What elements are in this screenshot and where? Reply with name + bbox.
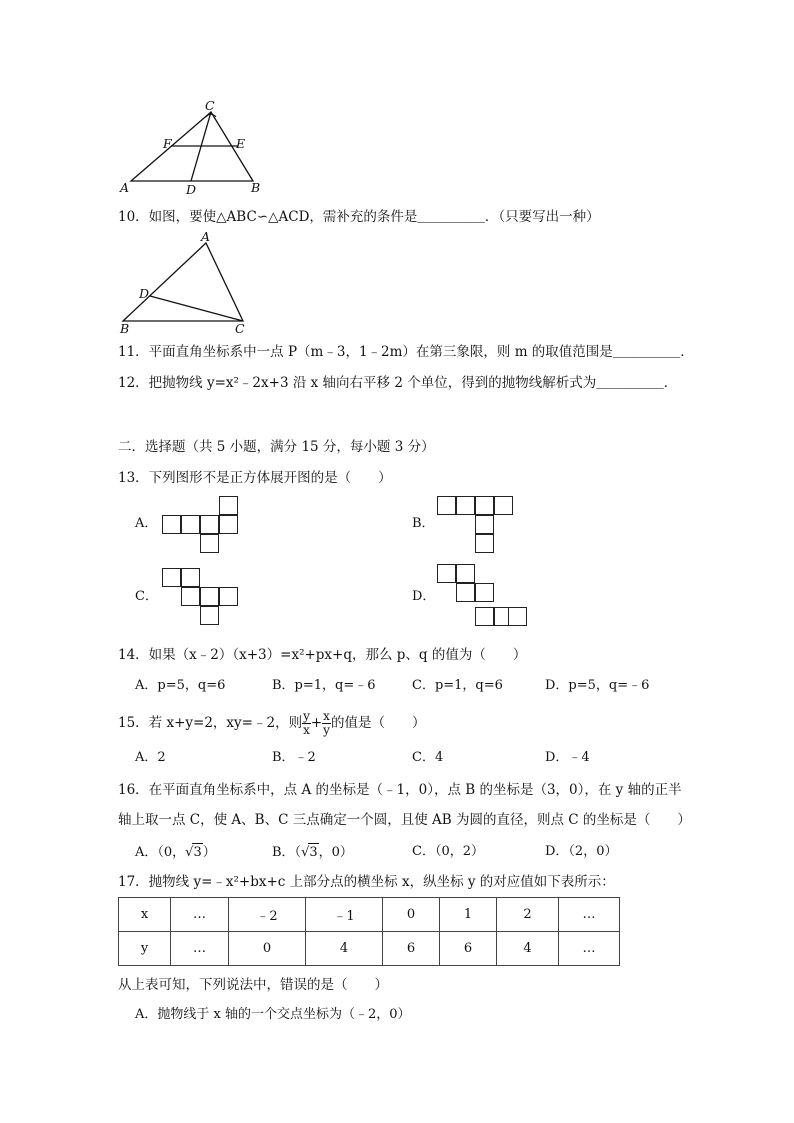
option-D: D．p=5，q=﹣6 [545,678,650,693]
option-C: C．p=1，q=6 [412,678,503,693]
option-C: C．（0，2） [412,844,484,859]
plus-sign: + [310,715,323,731]
fraction-x-over-y: $\frac{x}{y}$ [323,709,330,737]
question-16-stem-line1: 16．在平面直角坐标系中，点 A 的坐标是（﹣1，0），点 B 的坐标是（3，0），在 y 轴的正半 [118,782,682,798]
table-cell: … [171,898,229,932]
label-D: D [186,182,197,197]
question-10: 10．如图，要使△ABC∽△ACD，需补充的条件是＿＿＿＿＿．（只要写出一种） [118,209,600,225]
option-B: B．p=1，q=﹣6 [272,678,376,693]
option-B-label: B． [412,516,435,531]
label-C: C [235,321,245,336]
option-D: D．﹣4 [545,750,590,765]
value-table [118,897,620,966]
table-cell: … [171,932,229,966]
table-cell: 6 [440,932,497,966]
table-cell: y [119,932,171,966]
sqrt-sign: √ [185,845,194,860]
option-B: B．﹣2 [272,750,316,765]
label-E: E [236,136,246,151]
label-F: F [163,136,172,151]
table-cell: 2 [497,898,559,932]
question-16-stem-line2: 轴上取一点 C，使 A、B、C 三点确定一个圆，且使 AB 为圆的直径，则点 C 的坐标是（ ） [118,812,691,828]
option-A: A．（0，√3） [135,845,216,860]
table-cell: … [559,898,620,932]
table-cell: 4 [497,932,559,966]
table-cell: 6 [383,932,440,966]
label-B: B [120,321,130,336]
triangle-figure-q10 [0,0,794,340]
option-C: C．4 [412,750,444,765]
table-cell: … [559,932,620,966]
option-A: A．p=5，q=6 [135,678,226,693]
table-row [119,932,620,966]
section-heading: 二．选择题（共 5 小题，满分 15 分，每小题 3 分） [118,439,435,455]
question-12: 12．把抛物线 y=x²﹣2x+3 沿 x 轴向右平移 2 个单位，得到的抛物线解析式为＿＿＿＿＿． [118,375,678,391]
sqrt-sign: √ [301,845,310,860]
option-A: A．2 [135,750,166,765]
option-A: A．抛物线于 x 轴的一个交点坐标为（﹣2，0） [135,1007,411,1022]
question-11: 11．平面直角坐标系中一点 P（m﹣3，1﹣2m）在第三象限，则 m 的取值范围是＿＿＿＿＿． [118,344,694,360]
label-C: C [205,98,215,113]
q15-stem-pre: 15．若 x+y=2，xy=﹣2，则 [118,715,303,731]
question-14-stem: 14．如果（x﹣2）（x+3）=x²+px+q，那么 p、q 的值为（ ） [118,647,527,663]
table-cell: x [119,898,171,932]
question-17-stem: 17．抛物线 y=﹣x²+bx+c 上部分点的横坐标 x，纵坐标 y 的对应值如下表所示： [118,874,615,890]
label-A: A [120,180,130,195]
table-cell: 1 [440,898,497,932]
option-C-label: C． [135,589,158,604]
question-17-after: 从上表可知，下列说法中，错误的是（ ） [118,977,388,993]
question-13-stem: 13．下列图形不是正方体展开图的是（ ） [118,470,392,486]
table-cell: 0 [229,932,306,966]
table-cell: 4 [306,932,383,966]
table-row [119,898,620,932]
table-cell: 0 [383,898,440,932]
option-B: B．（√3，0） [272,845,353,860]
table-cell: ﹣1 [306,898,383,932]
table-cell: ﹣2 [229,898,306,932]
label-B: B [251,180,261,195]
label-D: D [139,286,150,301]
option-D: D．（2，0） [545,844,618,859]
question-15-stem [118,710,425,737]
fraction-y-over-x: $\frac{y}{x}$ [303,709,310,737]
option-D-label: D． [412,589,436,604]
label-A: A [201,229,211,244]
option-A-label: A． [135,516,158,531]
q15-stem-post: 的值是（ ） [330,715,426,731]
